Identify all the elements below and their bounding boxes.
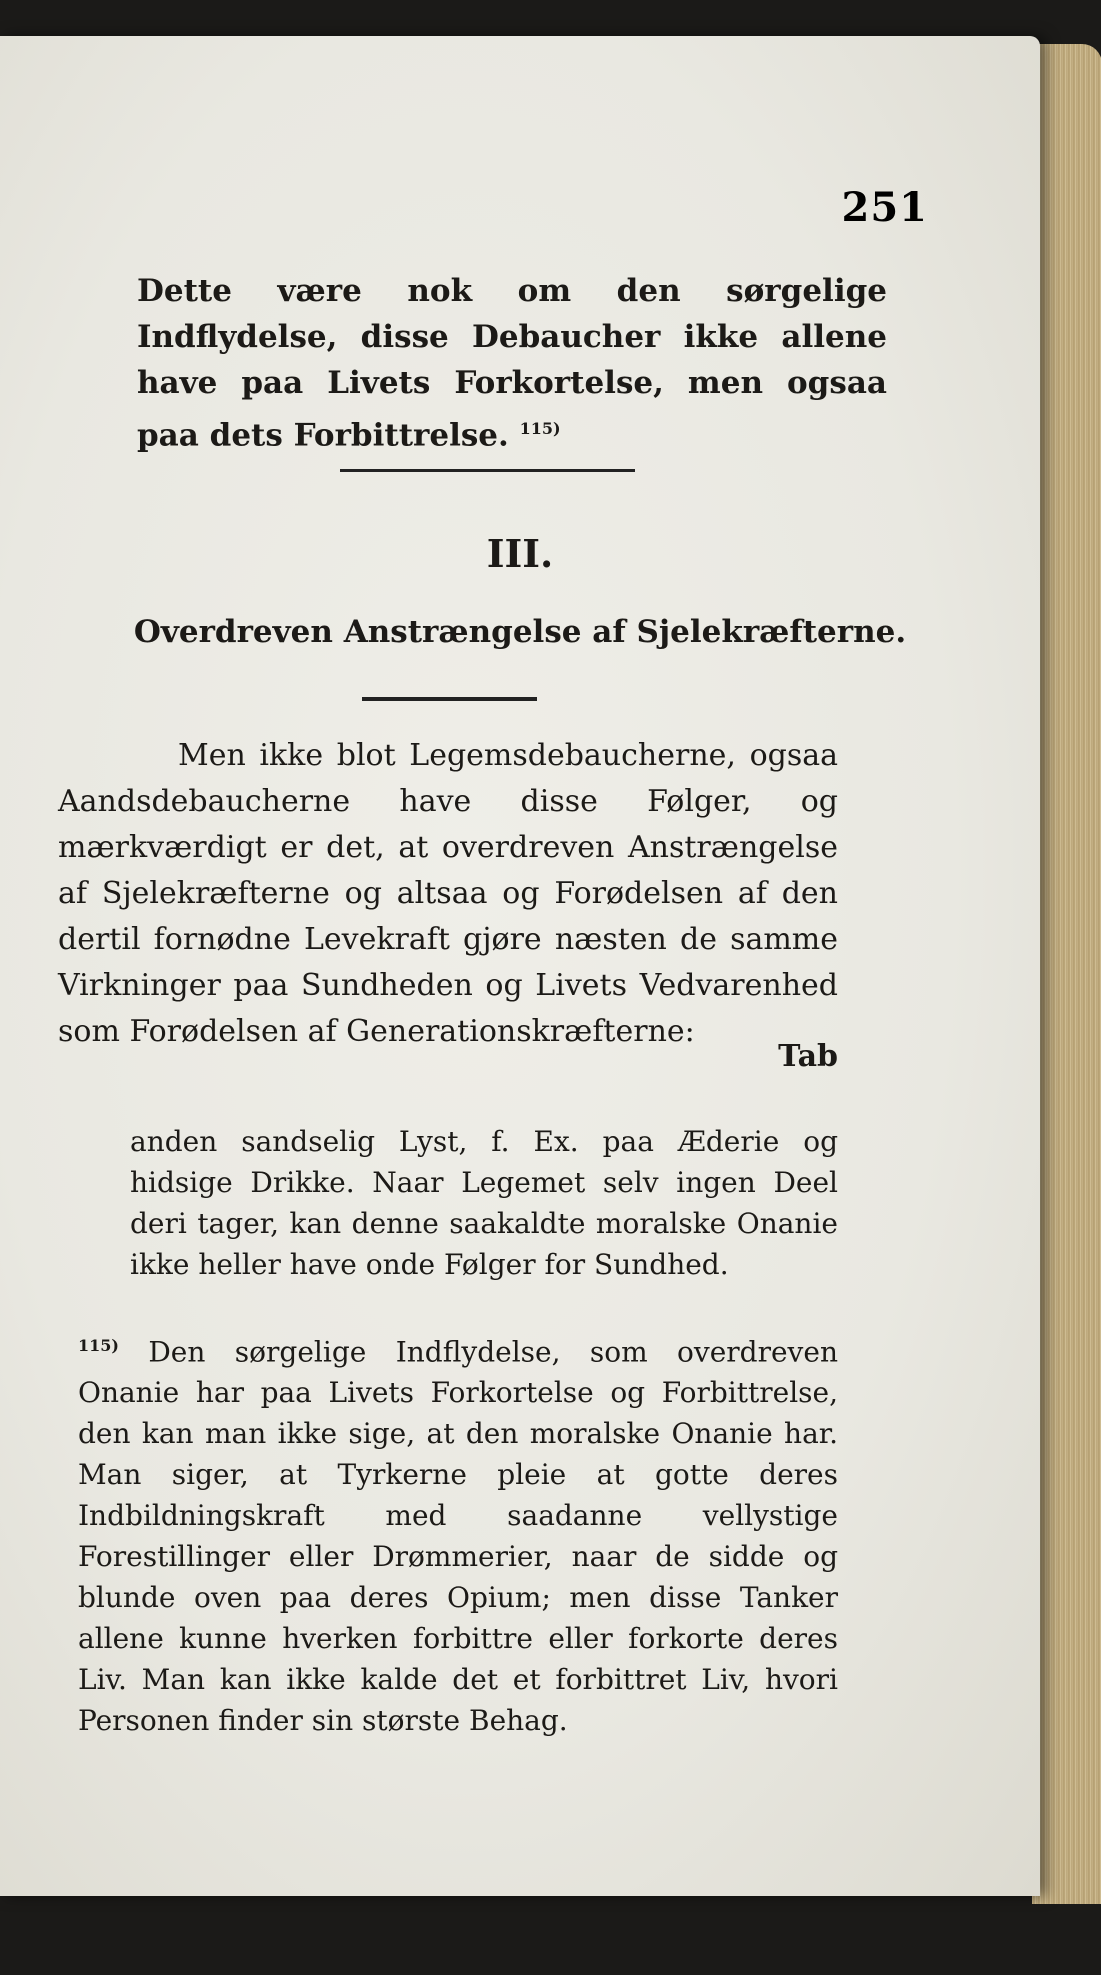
footnote-text: Den sørgelige Indflydelse, som overdreven Onanie har paa Livets Forkortelse og Forbittrelse, den kan man ikke sige, at den moralske Onanie har. Man siger, at Tyrkerne pleie at gotte deres Indbildningskraft med saadanne vellystige Forestillinger eller Drømmerier, naar de sidde og blunde oven paa deres Opium; men disse Tanker allene kunne hverken forbittre eller forkorte deres Liv. Man kan ikke kalde det et forbittret Liv, hvori Personen finder sin største Behag. bbox=[78, 1335, 838, 1738]
footnote bbox=[78, 1325, 838, 1741]
section-title: Overdreven Anstrængelse af Sjelekræfterne. bbox=[133, 614, 907, 650]
catchword: Tab bbox=[778, 1039, 838, 1074]
body-paragraph-text: Men ikke blot Legemsdebaucherne, ogsaa Aandsdebaucherne have disse Følger, og mærkværdigt er det, at overdreven Anstrængelse af Sjelekræfterne og altsaa og Forødelsen af den dertil fornødne Levekraft gjøre næsten de samme Virkninger paa Sundheden og Livets Vedvarenhed som Forødelsen af Generationskræfterne: bbox=[58, 738, 838, 1049]
page-number: 251 bbox=[841, 184, 928, 231]
footnote-continuation: anden sandselig Lyst, f. Ex. paa Æderie og hidsige Drikke. Naar Legemet selv ingen Deel deri tager, kan denne saakaldte moralske Onanie ikke heller have onde Følger for Sundhed. bbox=[130, 1125, 838, 1281]
page-edge bbox=[1032, 44, 1101, 1904]
intro-footnote-ref: 115) bbox=[519, 419, 561, 438]
footnote-marker: 115) bbox=[78, 1336, 119, 1355]
section-number: III. bbox=[486, 531, 554, 576]
title-underline bbox=[362, 697, 537, 701]
intro-paragraph-text: Dette være nok om den sørgelige Indflydelse, disse Debaucher ikke allene have paa Livets Forkortelse, men ogsaa paa dets Forbittrelse. bbox=[137, 273, 887, 454]
divider-rule bbox=[340, 469, 635, 472]
book-page bbox=[0, 36, 1040, 1896]
body-paragraph bbox=[58, 733, 838, 1055]
intro-paragraph bbox=[137, 268, 887, 458]
